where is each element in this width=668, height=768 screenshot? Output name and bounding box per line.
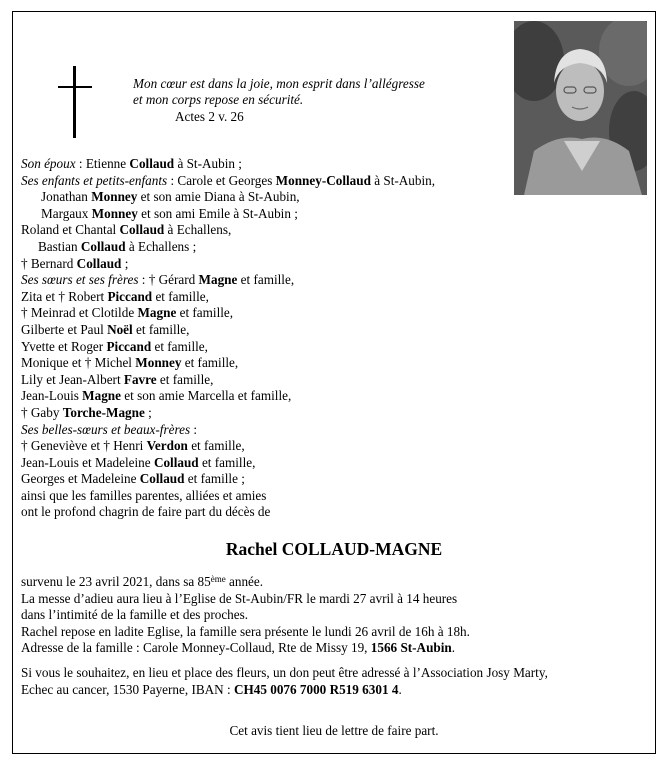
family-line: Yvette et Roger Piccand et famille, [21,338,208,354]
verse-line-2: et mon corps repose en sécurité. [133,92,304,107]
latin-cross-icon [58,66,92,138]
family-line: Jean-Louis et Madeleine Collaud et famille, [21,454,256,470]
portrait-photo [514,21,647,195]
family-line: Bastian Collaud à Echallens ; [38,238,197,254]
family-line: Margaux Monney et son ami Emile à St-Aubin ; [41,205,298,221]
deceased-name: Rachel COLLAUD-MAGNE [225,539,443,559]
family-line: Monique et † Michel Monney et famille, [21,355,239,371]
detail-line: Rachel repose en ladite Eglise, la famille sera présente le lundi 26 avril de 16h à 18h. [21,623,470,639]
family-line: Jonathan Monney et son amie Diana à St-Aubin, [41,189,300,205]
detail-line: survenu le 23 avril 2021, dans sa 85ème année. [21,574,264,589]
detail-line: Echec au cancer, 1530 Payerne, IBAN : CH45 0076 7000 R519 6301 4. [21,681,402,697]
family-line: † Bernard Collaud ; [21,255,129,271]
service-details [21,574,548,698]
family-line: † Meinrad et Clotilde Magne et famille, [21,305,234,321]
detail-line: Si vous le souhaitez, en lieu et place des fleurs, un don peut être adressé à l’Association Josy Marty, [21,664,548,680]
family-line: Ses belles-sœurs et beaux-frères : [21,421,198,437]
family-line: ont le profond chagrin de faire part du décès de [21,504,271,520]
family-line: Roland et Chantal Collaud à Echallens, [21,222,232,238]
verse-line-1: Mon cœur est dans la joie, mon esprit dans l’allégresse [133,76,425,91]
detail-line: dans l’intimité de la famille et des proches. [21,607,249,623]
family-line: Lily et Jean-Albert Favre et famille, [21,371,214,387]
family-line: ainsi que les familles parentes, alliées et amies [21,487,267,503]
verse-reference: Actes 2 v. 26 [175,109,244,124]
family-line: † Gaby Torche-Magne ; [21,404,152,420]
family-line: Ses enfants et petits-enfants : Carole et Georges Monney-Collaud à St-Aubin, [21,172,436,188]
family-line: Gilberte et Paul Noël et famille, [21,321,190,337]
detail-line: La messe d’adieu aura lieu à l’Eglise de St-Aubin/FR le mardi 27 avril à 14 heures [21,590,458,606]
family-line: Jean-Louis Magne et son amie Marcella et famille, [21,388,292,404]
detail-line: Adresse de la famille : Carole Monney-Collaud, Rte de Missy 19, 1566 St-Aubin. [21,640,456,656]
family-line: Zita et † Robert Piccand et famille, [21,288,209,304]
family-line: † Geneviève et † Henri Verdon et famille, [21,438,245,454]
family-list [21,156,435,521]
bible-verse [133,76,425,108]
family-line: Georges et Madeleine Collaud et famille ; [21,471,245,487]
closing-note: Cet avis tient lieu de lettre de faire part. [229,723,439,738]
family-line: Son époux : Etienne Collaud à St-Aubin ; [21,156,242,171]
family-line: Ses sœurs et ses frères : † Gérard Magne et famille, [21,272,295,288]
